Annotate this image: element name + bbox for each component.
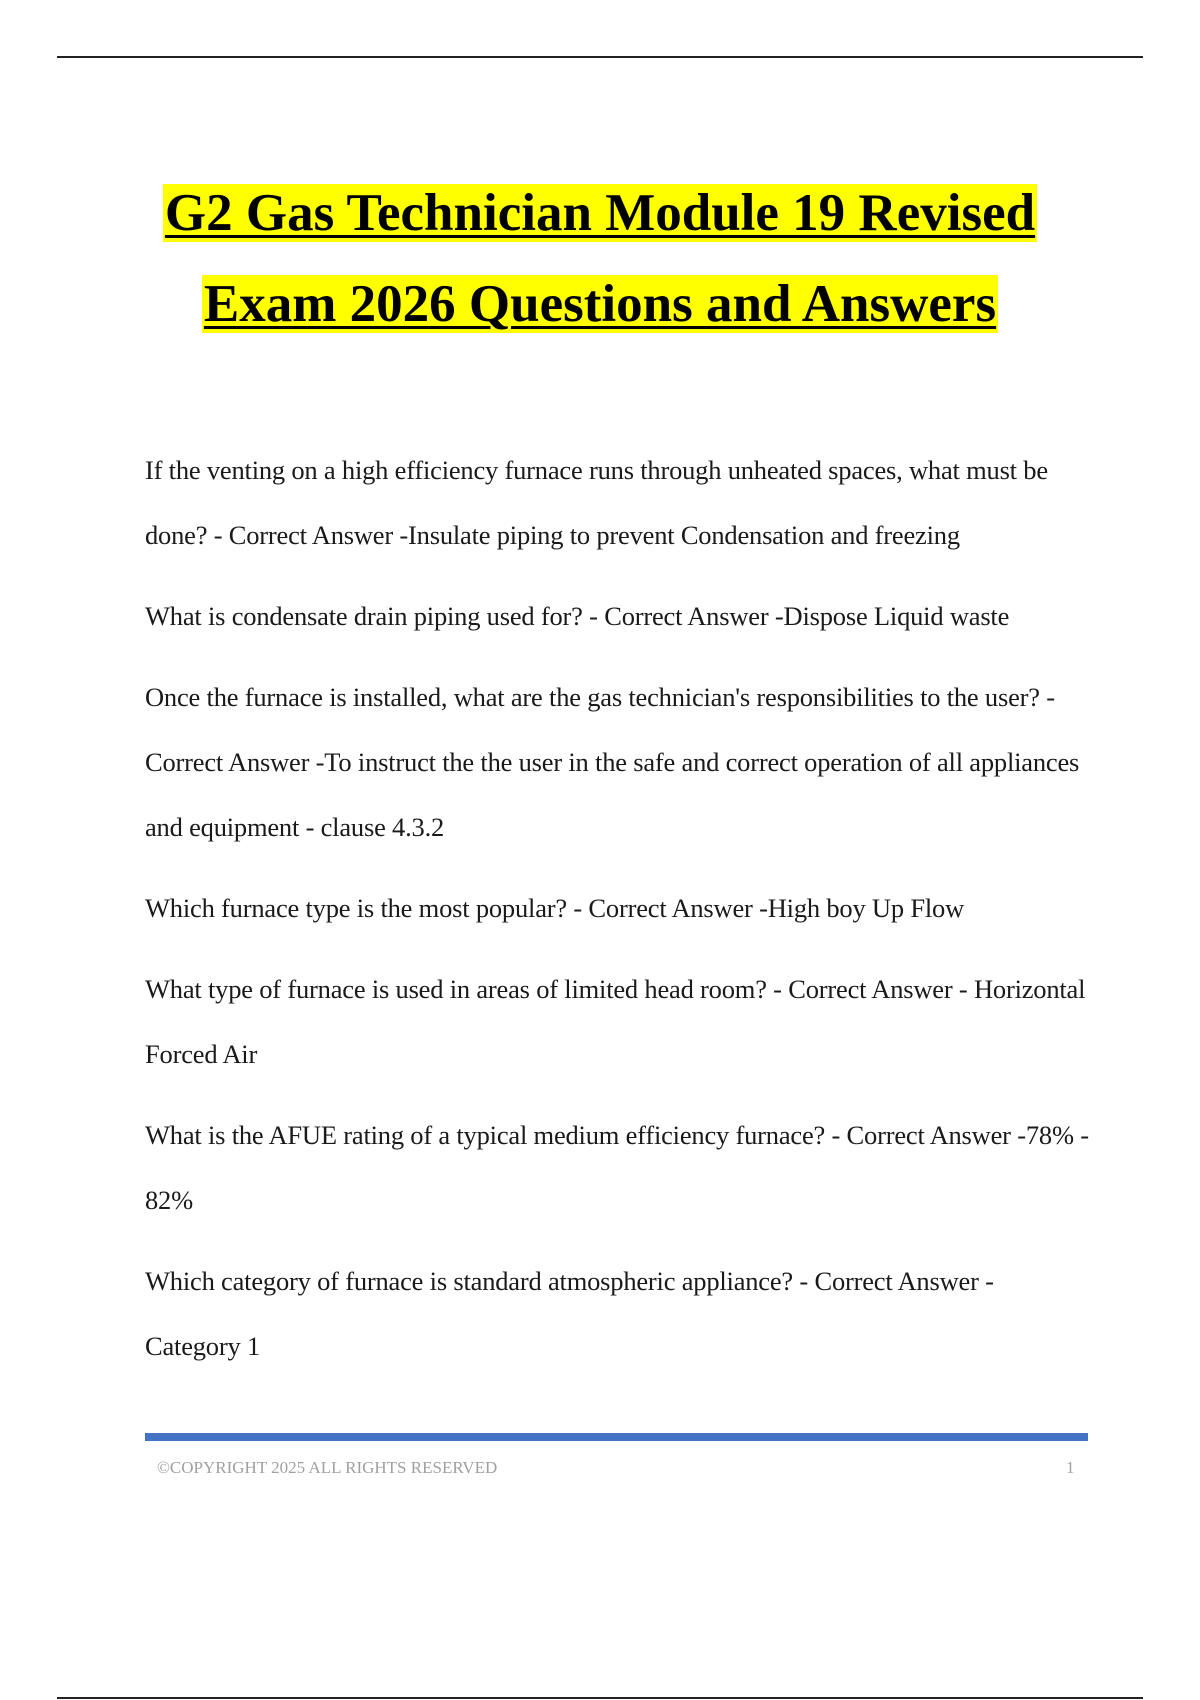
qa-item: What is the AFUE rating of a typical medium efficiency furnace? - Correct Answer -78% - 82% [145,1120,1089,1215]
qa-item: Which furnace type is the most popular? - Correct Answer -High boy Up Flow [145,893,965,923]
qa-list [145,438,1095,1395]
title-line-2: Exam 2026 Questions and Answers [203,275,997,333]
footer-copyright: ©COPYRIGHT 2025 ALL RIGHTS RESERVED [157,1458,498,1477]
qa-item: What type of furnace is used in areas of limited head room? - Correct Answer - Horizontal Forced Air [145,974,1086,1069]
qa-item: What is condensate drain piping used for? - Correct Answer -Dispose Liquid waste [145,601,1010,631]
title-line-1: G2 Gas Technician Module 19 Revised [164,184,1036,242]
qa-item: Once the furnace is installed, what are the gas technician's responsibilities to the user? - Correct Answer -To instruct the the user in the safe and correct operation of all appliances and equipment - clause 4.3.2 [145,682,1080,842]
qa-item: If the venting on a high efficiency furnace runs through unheated spaces, what must be done? - Correct Answer -Insulate piping to prevent Condensation and freezing [145,455,1048,550]
top-rule [57,56,1143,58]
document-title [0,168,1200,350]
page-number: 1 [1066,1458,1075,1477]
footer-bar [145,1433,1088,1441]
qa-item: Which category of furnace is standard atmospheric appliance? - Correct Answer - Category 1 [145,1266,994,1361]
bottom-rule [57,1697,1143,1699]
